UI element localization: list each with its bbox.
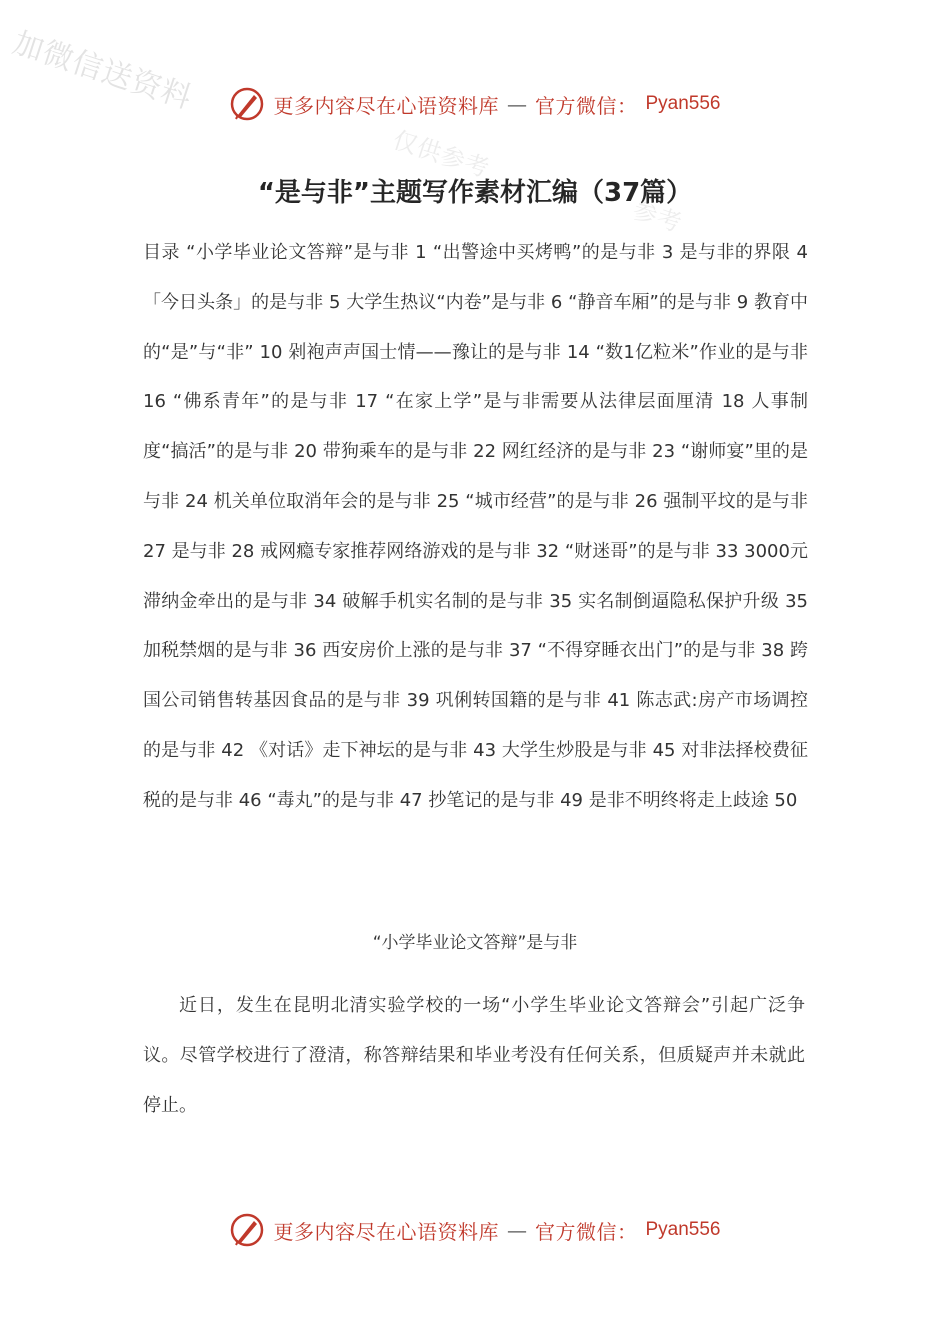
watermark-text: 加微信送资料 bbox=[8, 25, 197, 117]
banner-text: 更多内容尽在心语资料库 bbox=[273, 93, 499, 118]
table-of-contents: 目录 “小学毕业论文答辩”是与非 1 “出警途中买烤鸭”的是与非 3 是与非的界限 4 「今日头条」的是与非 5 大学生热议“内卷”是与非 6 “静音车厢”的是与非 9 教育中的“是”与“非” 10 剁袍声声国士情——豫让的是与非 14 “数1亿粒米”作业的是与非 16 “佛系青年”的是与非 17 “在家上学”是与非需要从法律层面厘清 18 人事制度“搞活”的是与非 20 带狗乘车的是与非 22 网红经济的是与非 23 “谢师宴”里的是与非 24 机关单位取消年会的是与非 25 “城市经营”的是与非 26 强制平坟的是与非 27 是与非 28 戒网瘾专家推荐网络游戏的是与非 32 “财迷哥”的是与非 33 3000元滞纳金牵出的是与非 34 破解手机实名制的是与非 35 实名制倒逼隐私保护升级 35 加税禁烟的是与非 36 西安房价上涨的是与非 37 “不得穿睡衣出门”的是与非 38 跨国公司销售转基因食品的是与非 39 巩俐转国籍的是与非 41 陈志武:房产市场调控的是与非 42 《对话》走下神坛的是与非 43 大学生炒股是与非 45 对非法择校费征税的是与非 46 “毒丸”的是与非 47 抄笔记的是与非 49 是非不明终将走上歧途 50 bbox=[143, 242, 808, 811]
banner-wechat-id: Pyan556 bbox=[645, 1219, 721, 1240]
header-banner bbox=[0, 82, 950, 126]
quill-logo-icon bbox=[229, 86, 265, 122]
banner-wechat-label: 官方微信： bbox=[534, 1219, 638, 1244]
watermark-text: 参考 bbox=[629, 195, 686, 238]
banner-separator: — bbox=[506, 1218, 527, 1242]
document-title: “是与非”主题写作素材汇编（37篇） bbox=[257, 178, 693, 208]
banner-text: 更多内容尽在心语资料库 bbox=[273, 1219, 499, 1244]
quill-logo-icon bbox=[229, 1212, 265, 1248]
banner-wechat-id: Pyan556 bbox=[645, 93, 721, 114]
banner-wechat-label: 官方微信： bbox=[534, 93, 638, 118]
section-heading: “小学毕业论文答辩”是与非 bbox=[372, 933, 578, 953]
watermark-text: 仅供参考 bbox=[389, 125, 494, 184]
footer-banner bbox=[0, 1208, 950, 1252]
body-paragraph: 近日，发生在昆明北清实验学校的一场“小学生毕业论文答辩会”引起广泛争议。尽管学校进行了澄清，称答辩结果和毕业考没有任何关系，但质疑声并未就此停止。 bbox=[143, 995, 805, 1116]
banner-separator: — bbox=[506, 92, 527, 116]
